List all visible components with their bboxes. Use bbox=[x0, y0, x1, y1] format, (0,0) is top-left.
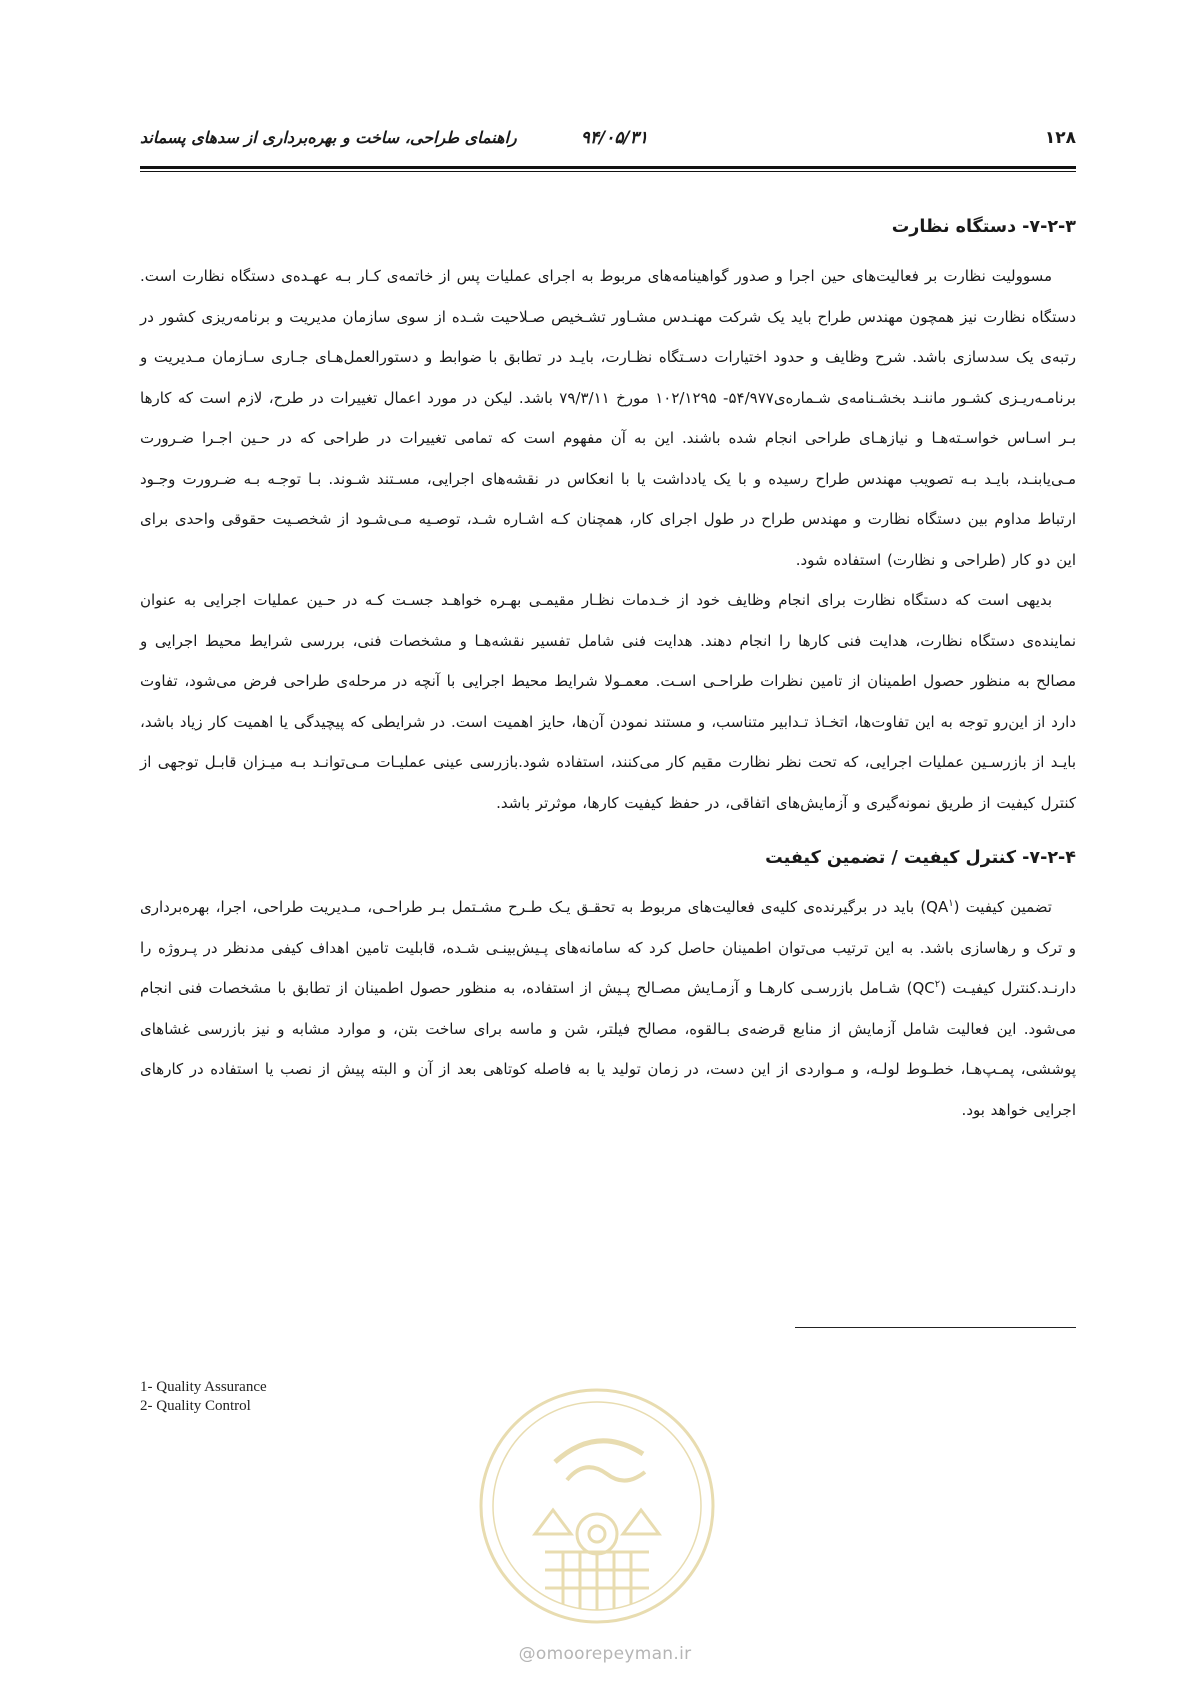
watermark-caption: @omoorepeyman.ir bbox=[518, 1644, 692, 1664]
footnote-item: 2- Quality Control bbox=[140, 1398, 251, 1414]
watermark-logo bbox=[475, 1384, 719, 1628]
footnote-ref-2[interactable]: ۲ bbox=[934, 979, 941, 990]
footnote-item: 1- Quality Assurance bbox=[140, 1379, 267, 1395]
paragraph: مسوولیت نظارت بر فعالیت‌های حین اجرا و صدور گواهینامه‌های مربوط به اجرای عملیات پس از خاتمه‌ی کـار بـه عهـده‌ی دستگاه نظارت است. دستگاه نظارت نیز همچون مهندس طراح باید یک شرکت مهنـدس مشـاور تشـخیص صـلاحیت شـده از سوی سازمان مدیریت و برنامه‌ریزی کشور در رتبه‌ی یک سدسازی باشد. شرح وظایف و حدود اختیارات دسـتگاه نظـارت، بایـد در تطابق با ضوابط و دستورالعمل‌هـای جـاری سـازمان مـدیریت و برنامـه‌ریـزی کشـور ماننـد بخشـنامه‌ی شـماره‌ی۵۴/۹۷۷- ۱۰۲/۱۲۹۵ مورخ ۷۹/۳/۱۱ باشد. لیکن در مورد اعمال تغییرات در طرح، لازم است که کارها بـر اسـاس خواسـته‌هـا و نیازهـای طراحی انجام شده باشند. این به آن مفهوم است که تمامی تغییرات در طراحی که در حـین اجـرا ضـرورت مـی‌یابنـد، بایـد بـه تصویب مهندس طراح رسیده و با یک یادداشت یا با انعکاس در نقشه‌های اجرایی، مسـتند شـوند. بـا توجـه بـه ضـرورت وجـود ارتباط مداوم بین دستگاه نظارت و مهندس طراح در طول اجرای کار، همچنان کـه اشـاره شـد، توصـیه مـی‌شـود از شخصـیت حقوقی واحدی برای این دو کار (طراحی و نظارت) استفاده شود. bbox=[140, 267, 1076, 569]
footnotes bbox=[140, 1378, 267, 1416]
header-date: ۹۴/۰۵/۳۱ bbox=[580, 128, 648, 148]
header-rule bbox=[140, 166, 1076, 169]
paragraph-text: ) باید در برگیرنده‌ی کلیه‌ی فعالیت‌های مربوط به تحقـق یـک طـرح مشـتمل بـر طراحـی، مـدیریت طراحی، اجرا، بهره‌برداری و ترک و رهاسازی باشد. به این ترتیب می‌توان اطمینان حاصل کرد که سامانه‌های پـیش‌بینـی شـده، قابلیت تامین اهداف کیفی مدنظر در پـروژه را دارنـد.کنترل کیفیـت (QC bbox=[140, 898, 1077, 997]
paragraph: بدیهی است که دستگاه نظارت برای انجام وظایف خود از خـدمات نظـار مقیمـی بهـره خواهـد جسـت کـه در حـین عملیات اجرایی به عنوان نماینده‌ی دستگاه نظارت، هدایت فنی کارها را انجام دهند. هدایت فنی شامل تفسیر نقشه‌هـا و مشخصات فنی، بررسی شرایط محیط اجرایی و مصالح به منظور حصول اطمینان از تامین نظرات طراحـی اسـت. معمـولا شرایط محیط اجرایی با آنچه در مرحله‌ی طراحی فرض می‌شود، تفاوت دارد از این‌رو توجه به این تفاوت‌ها، اتخـاذ تـدابیر متناسب، و مستند نمودن آن‌ها، حایز اهمیت است. در شرایطی که پیچیدگی یا اهمیت کار زیاد باشد، بایـد از بازرسـین عملیات اجرایی، که تحت نظر نظارت مقیم کار می‌کنند، استفاده شود.بازرسی عینی عملیـات مـی‌توانـد بـه میـزان قابـل توجهی از کنترل کیفیت از طریق نمونه‌گیری و آزمایش‌های اتفاقی، در حفظ کیفیت کارها، موثرتر باشد. bbox=[140, 591, 1076, 812]
section-heading-supervision: ۷-۲-۳- دستگاه نظارت bbox=[891, 217, 1076, 237]
page-body bbox=[140, 212, 1076, 1130]
paragraph-text: ) شـامل بازرسـی کارهـا و آزمـایش مصـالح پـیش از استفاده، به منظور حصول اطمینان از تطابق با مشخصات فنی انجام می‌شود. این فعالیت شامل آزمایش از منابع قرضه‌ی بـالقوه، مصالح فیلتر، شن و ماسه برای ساخت بتن، و موارد مشابه و نیز بازرسی غشاهای پوششی، پمـپ‌هـا، خطـوط لولـه، و مـواردی از این دست، در زمان تولید یا به فاصله کوتاهی بعد از آن و البته پیش از نصب یا استفاده در کارهای اجرایی خواهد بود. bbox=[140, 979, 1076, 1119]
footnote-separator bbox=[795, 1327, 1076, 1328]
paragraph-quality bbox=[140, 887, 1076, 1130]
header-rule-thin bbox=[140, 171, 1076, 172]
section-heading-quality-control: ۷-۲-۴- کنترل کیفیت / تضمین کیفیت bbox=[765, 848, 1076, 868]
page-header bbox=[140, 128, 1076, 158]
footnote-ref-1[interactable]: ۱ bbox=[948, 898, 954, 909]
book-title: راهنمای طراحی، ساخت و بهره‌برداری از سدهای پسماند bbox=[140, 128, 517, 147]
paragraph-text: تضمین کیفیت (QA bbox=[926, 898, 1052, 916]
page-number: ۱۲۸ bbox=[1044, 128, 1076, 148]
